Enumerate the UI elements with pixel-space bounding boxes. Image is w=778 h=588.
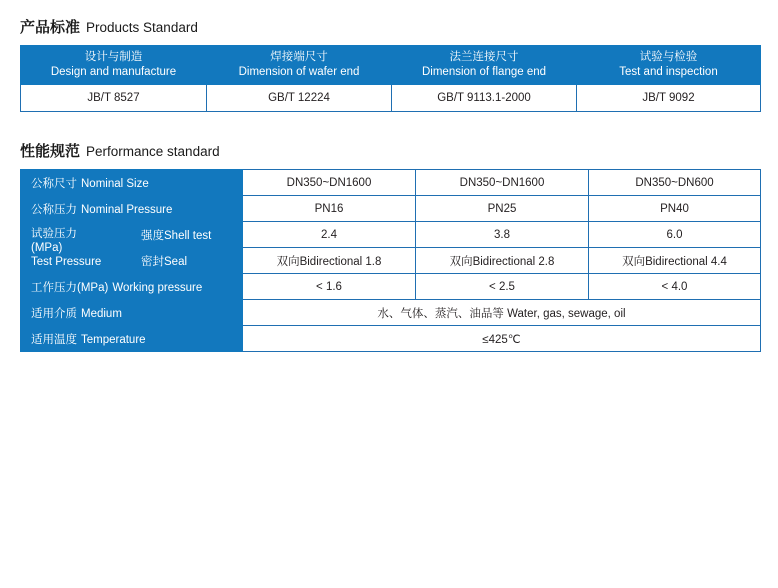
row-label-working-pressure-en: Working pressure [112,281,203,294]
row-label-test-pressure-unit: (MPa) [31,241,63,254]
products-header-wafer [207,46,392,85]
seal-value-1: 双向Bidirectional 1.8 [243,248,416,274]
nominal-size-value-1: DN350~DN1600 [243,170,416,196]
row-label-temperature-en: Temperature [81,333,146,346]
nominal-size-value-3: DN350~DN600 [589,170,761,196]
row-label-shell-test [131,222,243,248]
products-value-flange: GB/T 9113.1-2000 [392,85,577,112]
table-row [21,85,761,112]
products-header-test [577,46,761,85]
table-row-medium [21,300,761,326]
seal-value-2: 双向Bidirectional 2.8 [416,248,589,274]
table-row-working-pressure [21,274,761,300]
shell-test-value-1: 2.4 [243,222,416,248]
nominal-pressure-value-1: PN16 [243,196,416,222]
products-standard-title-cn: 产品标准 [20,19,81,36]
row-label-test-pressure [21,222,131,274]
performance-standard-title-cn: 性能规范 [20,143,81,160]
table-row-seal-test [21,248,761,274]
products-header-test-en: Test and inspection [619,66,718,78]
nominal-pressure-value-2: PN25 [416,196,589,222]
row-label-nominal-pressure-cn: 公称压力 [31,203,77,216]
nominal-size-value-2: DN350~DN1600 [416,170,589,196]
products-header-flange-cn: 法兰连接尺寸 [449,51,519,63]
row-label-seal [131,248,243,274]
performance-standard-title [20,140,760,161]
products-value-test: JB/T 9092 [577,85,761,112]
nominal-pressure-value-3: PN40 [589,196,761,222]
row-label-medium-cn: 适用介质 [31,307,77,320]
row-label-shell-test-en: Shell test [164,229,212,242]
table-row-temperature [21,326,761,352]
products-header-flange [392,46,577,85]
medium-value: 水、气体、蒸汽、油品等 Water, gas, sewage, oil [243,300,761,326]
row-label-test-pressure-cn: 试验压力 [31,227,77,240]
row-label-medium [21,300,243,326]
products-standard-title [20,16,760,37]
products-header-flange-en: Dimension of flange end [421,66,547,78]
table-row-header [21,46,761,85]
performance-standard-title-en: Performance standard [86,144,220,159]
seal-value-3: 双向Bidirectional 4.4 [589,248,761,274]
products-header-design-en: Design and manufacture [50,66,177,78]
row-label-nominal-pressure-en: Nominal Pressure [81,203,173,216]
row-label-nominal-size [21,170,243,196]
row-label-seal-en: Seal [164,255,188,268]
row-label-seal-cn: 密封 [141,255,164,268]
working-pressure-value-2: < 2.5 [416,274,589,300]
table-row-shell-test [21,222,761,248]
table-row-nominal-size [21,170,761,196]
row-label-temperature [21,326,243,352]
products-value-design: JB/T 8527 [21,85,207,112]
shell-test-value-2: 3.8 [416,222,589,248]
row-label-working-pressure [21,274,243,300]
row-label-working-pressure-cn: 工作压力(MPa) [31,281,109,294]
products-header-wafer-en: Dimension of wafer end [238,66,360,78]
products-header-test-cn: 试验与检验 [639,51,698,63]
products-header-design-cn: 设计与制造 [84,51,143,63]
products-header-wafer-cn: 焊接端尺寸 [270,51,328,63]
products-value-wafer: GB/T 12224 [207,85,392,112]
row-label-shell-test-cn: 强度 [141,229,164,242]
row-label-medium-en: Medium [81,307,122,320]
row-label-temperature-cn: 适用温度 [31,333,77,346]
products-header-design [21,46,207,85]
products-standard-table [20,45,761,112]
row-label-nominal-pressure [21,196,243,222]
working-pressure-value-3: < 4.0 [589,274,761,300]
table-row-nominal-pressure [21,196,761,222]
products-standard-title-en: Products Standard [86,20,198,35]
row-label-nominal-size-en: Nominal Size [81,177,149,190]
working-pressure-value-1: < 1.6 [243,274,416,300]
row-label-test-pressure-en: Test Pressure [31,255,102,268]
section-spacer [18,112,760,140]
performance-standard-table [20,169,761,352]
temperature-value: ≤425℃ [243,326,761,352]
shell-test-value-3: 6.0 [589,222,761,248]
row-label-nominal-size-cn: 公称尺寸 [31,177,77,190]
